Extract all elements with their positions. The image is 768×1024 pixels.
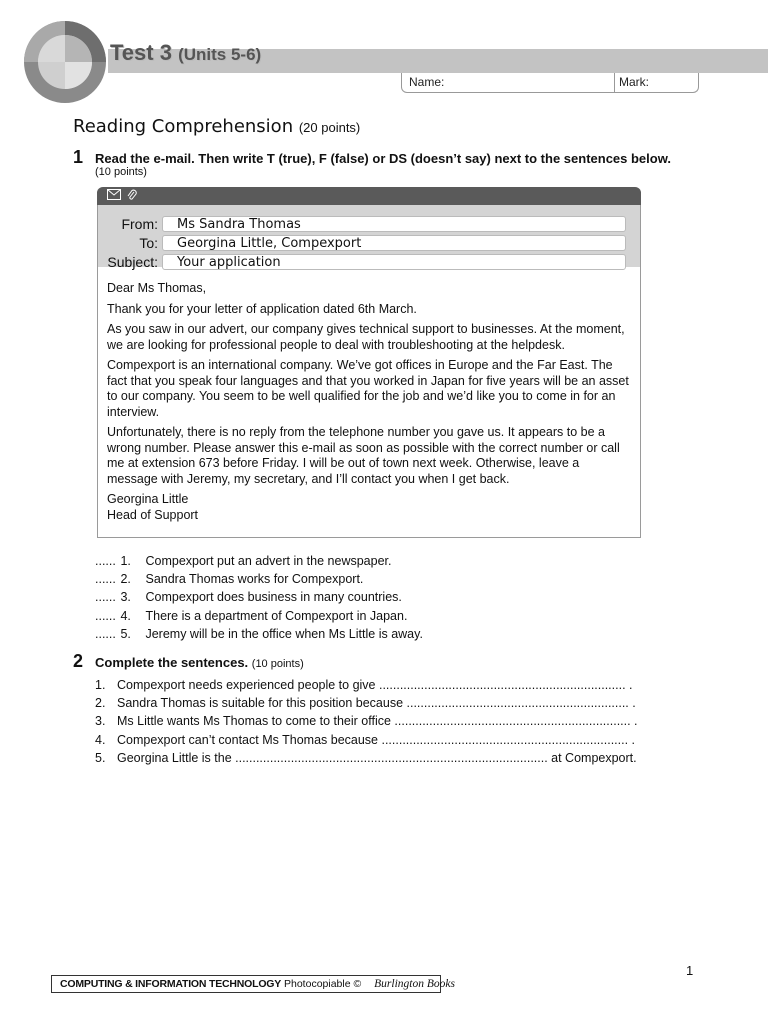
list-item [95, 625, 423, 643]
list-item [95, 607, 423, 625]
email-paragraph: As you saw in our advert, our company gives technical support to businesses. At the moment, we are looking for professional people to deal with troubleshooting at the helpdesk. [107, 322, 625, 352]
test-title [110, 40, 261, 66]
question-2-instruction: Complete the sentences. [95, 655, 249, 670]
list-item[interactable] [95, 731, 665, 749]
email-paragraph: Thank you for your letter of application dated 6th March. [107, 301, 417, 316]
mark-label: Mark: [619, 75, 649, 89]
item-number: 5. [95, 750, 106, 765]
to-field: Georgina Little, Compexport [162, 235, 626, 251]
signature-title: Head of Support [107, 507, 199, 522]
subject-label: Subject: [107, 254, 158, 270]
signature-name: Georgina Little [107, 492, 189, 506]
item-text: Georgina Little is the .......................................................................................... at Compexport. [117, 750, 637, 765]
answer-blank[interactable]: ...... [95, 626, 116, 641]
item-text: Ms Little wants Ms Thomas to come to their office .................................................................... . [117, 714, 638, 729]
list-item[interactable] [95, 694, 665, 712]
item-text: Sandra Thomas works for Compexport. [145, 572, 364, 587]
true-false-list [95, 552, 423, 643]
list-item [95, 588, 423, 606]
test-title-label: Test 3 [110, 40, 172, 65]
item-text: Compexport put an advert in the newspaper. [145, 554, 392, 568]
item-number: 3. [120, 590, 131, 605]
item-text: There is a department of Compexport in Japan. [145, 608, 408, 623]
item-text: Sandra Thomas is suitable for this position because ................................................................ . [117, 696, 636, 711]
item-number: 1. [120, 554, 131, 568]
email-titlebar [97, 187, 641, 205]
name-label: Name: [409, 75, 445, 89]
question-2-number: 2 [73, 651, 84, 671]
to-label: To: [139, 235, 158, 251]
question-1-points: (10 points) [95, 166, 147, 178]
test-logo-icon [22, 20, 108, 104]
item-number: 1. [95, 678, 106, 692]
item-text: Compexport needs experienced people to give ....................................................................... . [117, 678, 633, 692]
from-label: From: [121, 216, 158, 232]
email-paragraph: Unfortunately, there is no reply from the telephone number you gave us. It appears to be a wrong number. Please answer this e-mail as soon as possible with the correct number or call me at extension 673 before Friday. I will be out of town next week. Otherwise, leave a message with Jeremy, my secretary, and I’ll contact you when I get back. [107, 425, 620, 486]
paperclip-icon [127, 189, 137, 205]
item-number: 3. [95, 714, 106, 729]
email-paragraph: Compexport is an international company. We’ve got offices in Europe and the Far East. The fact that you speak four languages and that you worked in Japan for five years will be an asset to our company. You seem to be well qualified for the job and we’d like you to come in for an interview. [107, 358, 629, 419]
list-item[interactable] [95, 676, 665, 694]
email-header [98, 205, 640, 270]
section-points: (20 points) [298, 120, 361, 135]
section-title-text: Reading Comprehension [73, 116, 294, 137]
footer-credit [51, 975, 455, 993]
complete-sentences-list [95, 676, 665, 767]
item-number: 4. [120, 608, 131, 623]
email-window [97, 187, 641, 538]
footer-publisher: Burlington Books [374, 978, 455, 990]
question-1-instruction: Read the e-mail. Then write T (true), F (false) or DS (doesn’t say) next to the sentences below. [95, 151, 671, 166]
email-body [107, 281, 632, 523]
email-paragraph: Dear Ms Thomas, [107, 281, 207, 295]
list-item [95, 570, 423, 588]
item-number: 2. [120, 572, 131, 587]
answer-blank[interactable]: ...... [95, 608, 116, 623]
item-number: 5. [120, 626, 131, 641]
list-item [95, 552, 423, 570]
envelope-icon [107, 189, 121, 204]
question-1-number: 1 [73, 147, 84, 167]
question-2-points: (10 points) [251, 658, 304, 670]
item-text: Compexport can’t contact Ms Thomas because ....................................................................... . [117, 732, 635, 747]
answer-blank[interactable]: ...... [95, 554, 116, 568]
question-2-heading [95, 655, 304, 670]
item-text: Jeremy will be in the office when Ms Little is away. [145, 626, 423, 641]
item-text: Compexport does business in many countries. [145, 590, 402, 605]
footer-photocopiable: Photocopiable © [284, 978, 362, 990]
list-item[interactable] [95, 712, 665, 730]
name-mark-box [401, 73, 699, 93]
answer-blank[interactable]: ...... [95, 572, 116, 587]
test-units: (Units 5-6) [178, 45, 262, 64]
section-title [73, 116, 360, 137]
page-number: 1 [686, 963, 694, 978]
subject-field: Your application [162, 254, 626, 270]
item-number: 4. [95, 732, 106, 747]
from-field: Ms Sandra Thomas [162, 216, 626, 232]
mark-field[interactable] [615, 73, 699, 92]
answer-blank[interactable]: ...... [95, 590, 116, 605]
footer-subject: COMPUTING & INFORMATION TECHNOLOGY [60, 978, 282, 990]
item-number: 2. [95, 696, 106, 711]
name-field[interactable] [402, 73, 615, 92]
list-item[interactable] [95, 749, 665, 767]
